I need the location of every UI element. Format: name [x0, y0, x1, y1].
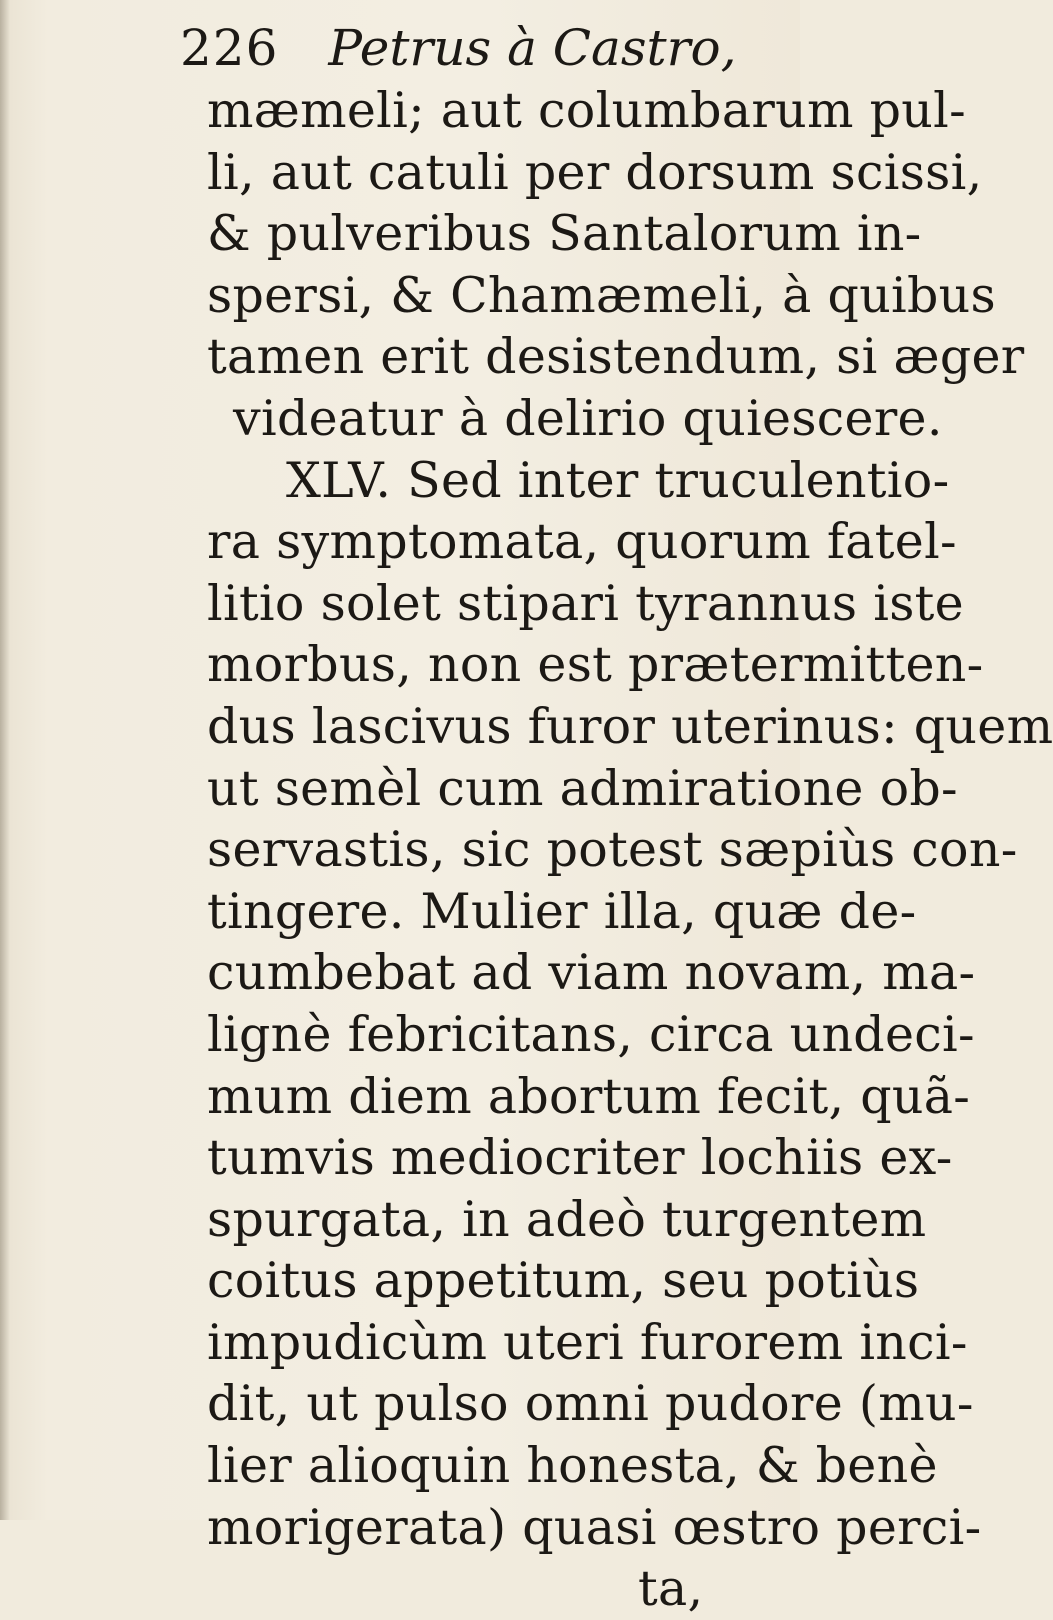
page-number: 226: [180, 19, 279, 77]
text-line: li, aut catuli per dorsum scissi,: [207, 143, 983, 201]
text-line: cumbebat ad viam novam, ma-: [207, 944, 976, 1002]
text-line: mæmeli; aut columbarum pul-: [207, 82, 966, 139]
text-line: coitus appetitum, seu potiùs: [207, 1252, 920, 1310]
running-title: Petrus à Castro,: [328, 19, 737, 77]
text-line: litio solet stipari tyrannus iste: [207, 574, 964, 632]
text-line: spurgata, in adeò turgentem: [207, 1190, 927, 1248]
text-line: tumvis mediocriter lochiis ex-: [207, 1129, 953, 1187]
text-line: spersi, & Chamæmeli, à quibus: [207, 266, 996, 324]
text-line: mum diem abortum fecit, quã-: [207, 1067, 971, 1125]
text-line: videatur à delirio quiescere.: [233, 389, 943, 447]
text-line: morigerata) quasi œstro perci-: [207, 1498, 982, 1556]
text-line: impudicùm uteri furorem inci-: [207, 1313, 968, 1371]
text-line: tamen erit desistendum, si æger: [207, 328, 1025, 386]
text-line: dit, ut pulso omni pudore (mu-: [207, 1375, 974, 1433]
text-line: tingere. Mulier illa, quæ de-: [207, 882, 917, 940]
catchword: ta,: [638, 1560, 704, 1618]
section-heading-line: XLV. Sed inter truculentio-: [286, 451, 950, 509]
text-line: morbus, non est prætermitten-: [207, 636, 984, 694]
text-line: lignè febricitans, circa undeci-: [207, 1005, 975, 1063]
text-line: servastis, sic potest sæpiùs con-: [207, 821, 1018, 879]
text-line: ut semèl cum admiratione ob-: [207, 759, 958, 817]
text-line: dus lascivus furor uterinus: quem: [207, 697, 1053, 755]
text-line: lier alioquin honesta, & benè: [207, 1437, 938, 1495]
text-line: & pulveribus Santalorum in-: [207, 205, 922, 263]
page-header: [180, 8, 760, 88]
body-text: [0, 80, 1053, 1620]
text-line: ra symptomata, quorum fatel-: [207, 513, 957, 571]
